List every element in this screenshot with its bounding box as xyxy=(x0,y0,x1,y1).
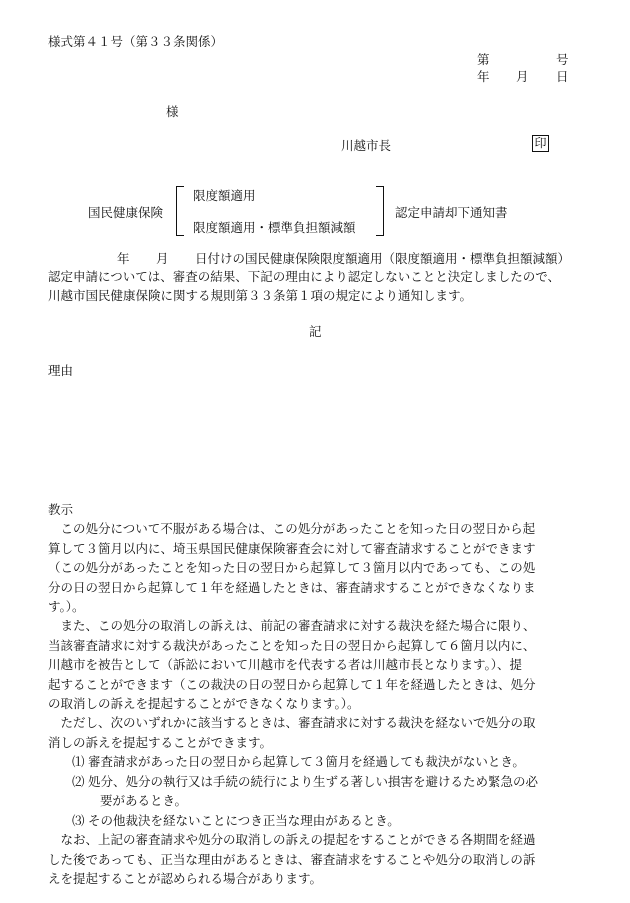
issuer: 川越市長 xyxy=(341,138,392,153)
intro-line-1: 日付けの国民健康保険限度額適用（限度額適用・標準負担額減額） xyxy=(195,251,571,266)
kyouji-label: 教示 xyxy=(48,502,74,517)
reason-label: 理由 xyxy=(48,363,74,378)
text-line: 起することができます（この裁決の日の翌日から起算して１年を経過したときは、処分 xyxy=(48,676,536,692)
intro-month: 月 xyxy=(156,251,169,266)
text-line: 消しの訴えを提起することができます。 xyxy=(48,734,273,750)
item-number: ⑵ xyxy=(72,773,85,789)
text-line: （この処分があったことを知った日の翌日から起算して３箇月以内であっても、この処 xyxy=(48,560,536,575)
text-line: ただし、次のいずれかに該当するときは、審査請求に対する裁決を経ないで処分の取 xyxy=(48,715,536,730)
text-line: 当該審査請求に対する裁決があったことを知った日の翌日から起算して６箇月以内に、 xyxy=(48,637,536,653)
date-month: 月 xyxy=(516,69,529,84)
item-text: その他裁決を経ないことにつき正当な理由があるとき。 xyxy=(88,812,400,828)
kyouji-paragraph-2 xyxy=(48,616,588,714)
text-line: この処分について不服がある場合は、この処分があったことを知った日の翌日から起 xyxy=(48,521,536,536)
intro-year: 年 xyxy=(117,251,130,266)
seal-mark: 印 xyxy=(532,135,549,152)
addressee-suffix: 様 xyxy=(166,104,179,119)
item-number: ⑶ xyxy=(72,812,85,828)
condition-list xyxy=(48,752,588,830)
intro-line-3: 川越市国民健康保険に関する規則第３３条第１項の規定により通知します。 xyxy=(48,288,473,303)
text-line: 川越市を被告として（訴訟において川越市を代表する者は川越市長となります。）、提 xyxy=(48,657,523,672)
title-right: 認定申請却下通知書 xyxy=(395,205,508,220)
doc-number-dai: 第 xyxy=(477,52,490,67)
date-year: 年 xyxy=(477,69,490,84)
title-option-2: 限度額適用・標準負担額減額 xyxy=(193,220,356,235)
item-text: 審査請求があった日の翌日から起算して３箇月を経過しても裁決がないとき。 xyxy=(88,754,525,769)
ki-heading: 記 xyxy=(309,324,322,339)
text-line: なお、上記の審査請求や処分の取消しの訴えの提起をすることができる各期間を経過 xyxy=(48,832,536,847)
intro-line-2: 認定申請については、審査の結果、下記の理由により認定しないことと決定しましたので、 xyxy=(48,269,561,284)
right-bracket xyxy=(376,186,384,236)
kyouji-paragraph-3 xyxy=(48,713,588,752)
item-number: ⑴ xyxy=(72,754,85,769)
text-line: また、この処分の取消しの訴えは、前記の審査請求に対する裁決を経た場合に限り、 xyxy=(48,618,536,633)
item-text: 処分、処分の執行又は手続の続行により生ずる著しい損害を避けるため緊急の必 xyxy=(88,773,539,789)
title-left: 国民健康保険 xyxy=(88,205,164,220)
title-option-1: 限度額適用 xyxy=(193,188,256,203)
left-bracket xyxy=(176,186,184,236)
text-line: えを提起することが認められる場合があります。 xyxy=(48,871,323,886)
date-day: 日 xyxy=(556,69,569,84)
list-item xyxy=(48,752,588,772)
form-number: 様式第４１号（第３３条関係） xyxy=(48,34,224,49)
doc-number-go: 号 xyxy=(556,52,569,67)
item-text-continued: 要があるとき。 xyxy=(100,793,188,808)
text-line: す。）。 xyxy=(48,599,85,614)
text-line: 分の日の翌日から起算して１年を経過したときは、審査請求することができなくなりま xyxy=(48,579,536,595)
kyouji-paragraph-1 xyxy=(48,519,588,617)
text-line: 算して３箇月以内に、埼玉県国民健康保険審査会に対して審査請求することができます xyxy=(48,540,536,556)
text-line: した後であっても、正当な理由があるときは、審査請求をすることや処分の取消しの訴 xyxy=(48,851,536,867)
kyouji-paragraph-4 xyxy=(48,830,588,889)
list-item xyxy=(48,811,588,831)
list-item xyxy=(48,772,588,811)
text-line: の取消しの訴えを提起することができなくなります。）。 xyxy=(48,696,360,711)
